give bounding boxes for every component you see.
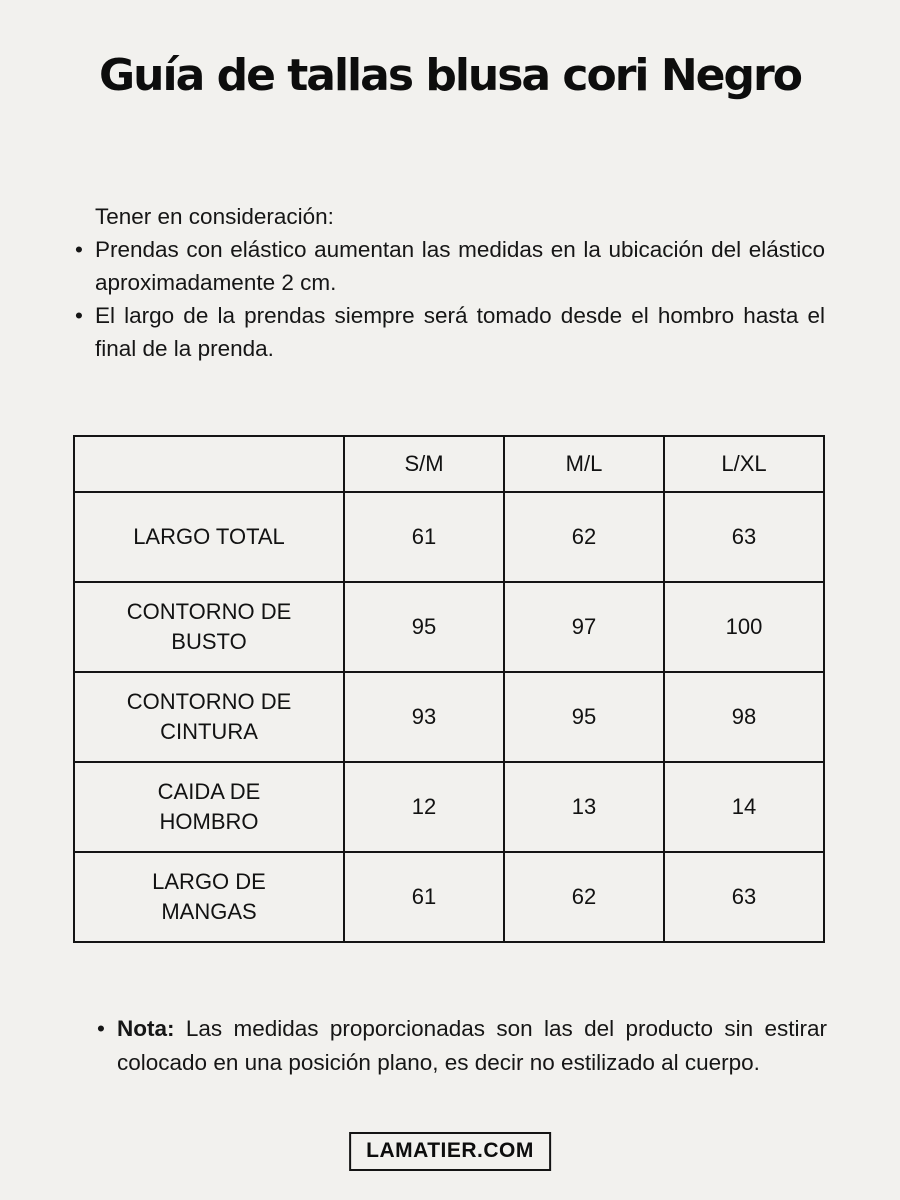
considerations-intro: Tener en consideración: bbox=[95, 204, 334, 229]
table-row bbox=[74, 492, 824, 582]
cell-value: 63 bbox=[664, 852, 824, 942]
row-label-contorno-busto: CONTORNO DE BUSTO bbox=[74, 582, 344, 672]
column-header-lxl: L/XL bbox=[664, 436, 824, 492]
cell-value: 61 bbox=[344, 852, 504, 942]
cell-value: 12 bbox=[344, 762, 504, 852]
table-row bbox=[74, 582, 824, 672]
note-list bbox=[95, 1012, 827, 1080]
cell-value: 95 bbox=[504, 672, 664, 762]
cell-value: 13 bbox=[504, 762, 664, 852]
cell-value: 97 bbox=[504, 582, 664, 672]
size-table bbox=[73, 435, 825, 943]
row-label-largo-mangas: LARGO DE MANGAS bbox=[74, 852, 344, 942]
note-label: Nota: bbox=[117, 1016, 175, 1041]
considerations-list bbox=[73, 233, 825, 365]
brand-box bbox=[349, 1132, 551, 1171]
table-row bbox=[74, 672, 824, 762]
cell-value: 95 bbox=[344, 582, 504, 672]
brand-text: LAMATIER.COM bbox=[366, 1139, 534, 1162]
note-item bbox=[95, 1012, 827, 1080]
row-label-contorno-cintura: CONTORNO DE CINTURA bbox=[74, 672, 344, 762]
cell-value: 98 bbox=[664, 672, 824, 762]
cell-value: 61 bbox=[344, 492, 504, 582]
column-header-ml: M/L bbox=[504, 436, 664, 492]
column-header-sm: S/M bbox=[344, 436, 504, 492]
table-row bbox=[74, 852, 824, 942]
cell-value: 93 bbox=[344, 672, 504, 762]
cell-value: 100 bbox=[664, 582, 824, 672]
note-text: Las medidas proporcionadas son las del producto sin estirar colocado en una posición plano, es decir no estilizado al cuerpo. bbox=[117, 1016, 827, 1075]
consideration-item: • El largo de la prendas siempre será tomado desde el hombro hasta el final de la prenda. bbox=[73, 299, 825, 365]
cell-value: 62 bbox=[504, 852, 664, 942]
table-corner-cell bbox=[74, 436, 344, 492]
cell-value: 63 bbox=[664, 492, 824, 582]
considerations-section bbox=[73, 200, 825, 365]
page-title: Guía de tallas blusa cori Negro bbox=[99, 50, 801, 101]
note-section bbox=[95, 1012, 827, 1080]
row-label-caida-hombro: CAIDA DE HOMBRO bbox=[74, 762, 344, 852]
cell-value: 14 bbox=[664, 762, 824, 852]
table-row bbox=[74, 762, 824, 852]
row-label-largo-total: LARGO TOTAL bbox=[74, 492, 344, 582]
cell-value: 62 bbox=[504, 492, 664, 582]
consideration-item: • Prendas con elástico aumentan las medidas en la ubicación del elástico aproximadamente 2 cm. bbox=[73, 233, 825, 299]
table-header-row bbox=[74, 436, 824, 492]
